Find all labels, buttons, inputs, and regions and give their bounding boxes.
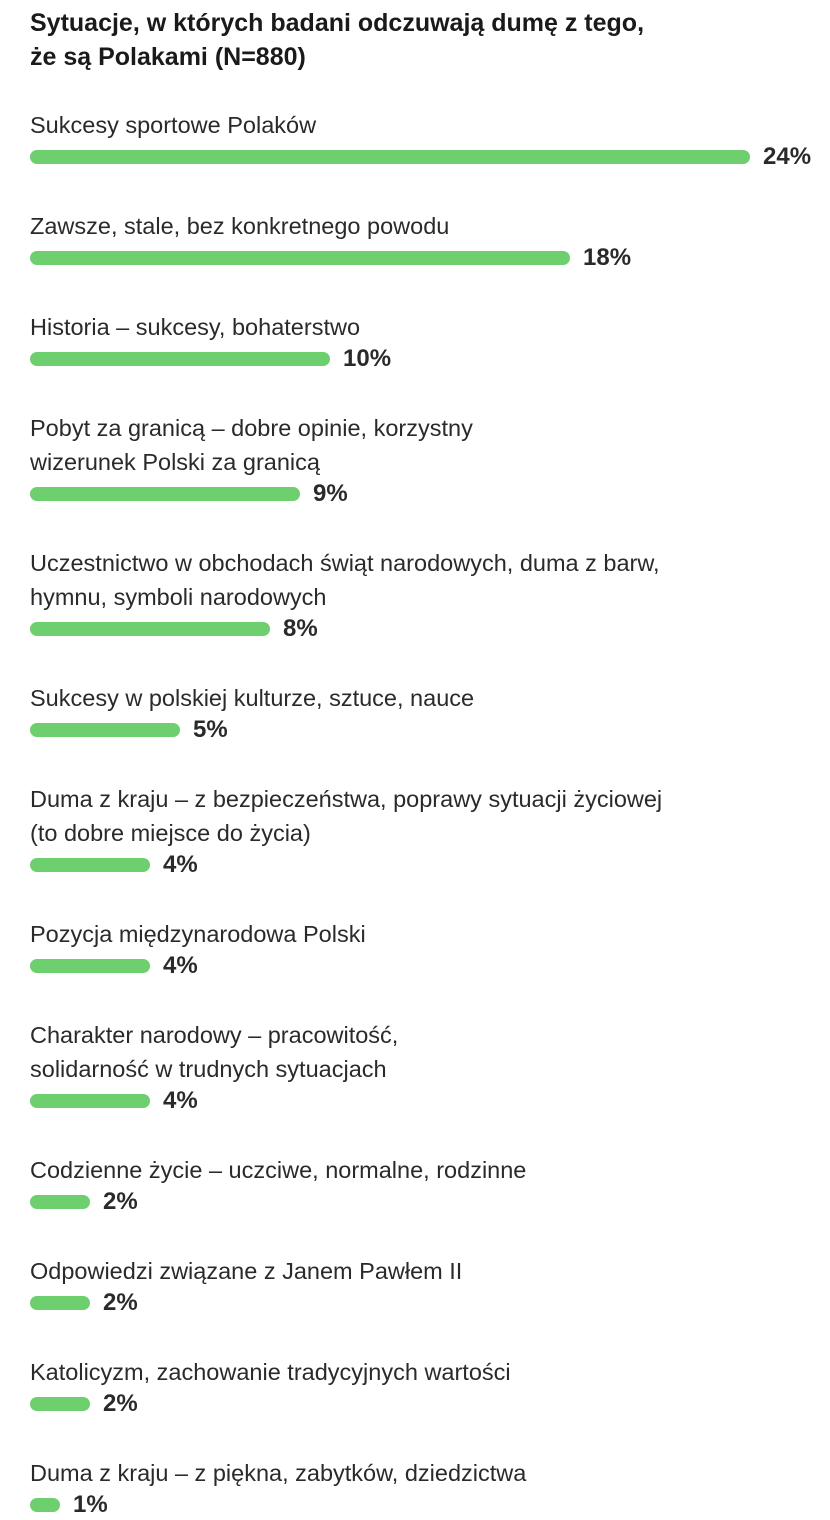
category-label <box>30 310 360 344</box>
bar <box>30 1195 90 1209</box>
category-label-line: Sukcesy w polskiej kulturze, sztuce, nauce <box>30 685 475 711</box>
value-label: 2% <box>103 1188 138 1215</box>
value-label: 2% <box>103 1289 138 1316</box>
chart-title-line: Sytuacje, w których badani odczuwają dumę z tego, <box>30 9 645 37</box>
category-label <box>30 1153 526 1187</box>
category-label-line: Duma z kraju – z bezpieczeństwa, poprawy sytuacji życiowej <box>30 786 663 812</box>
category-label <box>30 1018 398 1086</box>
category-label-line: Pobyt za granicą – dobre opinie, korzystny <box>30 415 473 441</box>
value-label: 4% <box>163 952 198 979</box>
chart-title-line: że są Polakami (N=880) <box>30 43 306 71</box>
category-label <box>30 1456 526 1490</box>
category-label-line: Duma z kraju – z piękna, zabytków, dziedzictwa <box>30 1460 527 1486</box>
value-label: 5% <box>193 716 228 743</box>
category-label-line: Pozycja międzynarodowa Polski <box>30 921 366 947</box>
bar <box>30 959 150 973</box>
value-label: 4% <box>163 851 198 878</box>
value-label: 4% <box>163 1087 198 1114</box>
bar <box>30 1296 90 1310</box>
value-label: 8% <box>283 615 318 642</box>
bar <box>30 622 270 636</box>
category-label <box>30 681 474 715</box>
category-label <box>30 108 316 142</box>
value-label: 9% <box>313 480 348 507</box>
category-label-line: hymnu, symboli narodowych <box>30 584 327 610</box>
bar <box>30 723 180 737</box>
bar <box>30 1397 90 1411</box>
value-label: 2% <box>103 1390 138 1417</box>
bar <box>30 1094 150 1108</box>
category-label-line: Charakter narodowy – pracowitość, <box>30 1022 399 1048</box>
category-label-line: wizerunek Polski za granicą <box>30 449 320 475</box>
category-label-line: solidarność w trudnych sytuacjach <box>30 1056 387 1082</box>
value-label: 1% <box>73 1491 108 1518</box>
bar <box>30 150 750 164</box>
category-label-line: Zawsze, stale, bez konkretnego powodu <box>30 213 450 239</box>
category-label-line: Historia – sukcesy, bohaterstwo <box>30 314 361 340</box>
category-label-line: Katolicyzm, zachowanie tradycyjnych wartości <box>30 1359 511 1385</box>
bar <box>30 1498 60 1512</box>
value-label: 18% <box>583 244 632 271</box>
category-label-line: Codzienne życie – uczciwe, normalne, rodzinne <box>30 1157 527 1183</box>
category-label <box>30 917 366 951</box>
category-label <box>30 546 660 614</box>
bar <box>30 352 330 366</box>
category-label <box>30 209 449 243</box>
category-label-line: Sukcesy sportowe Polaków <box>30 112 317 138</box>
category-label-line: Uczestnictwo w obchodach świąt narodowych, duma z barw, <box>30 550 660 576</box>
bar <box>30 858 150 872</box>
category-label-line: (to dobre miejsce do życia) <box>30 820 311 846</box>
value-label: 10% <box>343 345 392 372</box>
category-label <box>30 411 473 479</box>
category-label <box>30 1355 511 1389</box>
category-label-line: Odpowiedzi związane z Janem Pawłem II <box>30 1258 463 1284</box>
category-label <box>30 1254 462 1288</box>
bar <box>30 487 300 501</box>
category-label <box>30 782 662 850</box>
value-label: 24% <box>763 143 812 170</box>
bar <box>30 251 570 265</box>
